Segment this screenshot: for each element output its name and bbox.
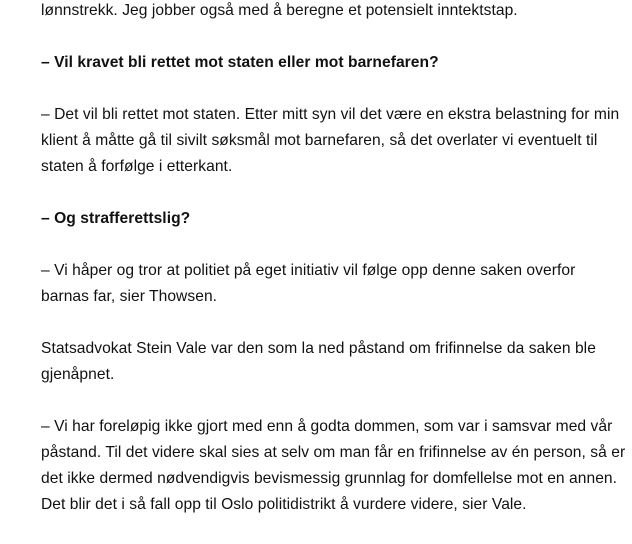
article-paragraph: [41, 102, 621, 180]
text-line: klient å måtte gå til sivilt søksmål mot barnefaren, så det overlater vi eventuelt til: [41, 132, 598, 149]
text-line: – Det vil bli rettet mot staten. Etter mitt syn vil det være en ekstra belastning for min: [41, 106, 620, 123]
interview-question: [41, 50, 621, 76]
article-paragraph: [41, 414, 626, 518]
article-paragraph: [41, 336, 621, 388]
text-line: – Og strafferettslig?: [41, 210, 191, 227]
interview-question: [41, 206, 621, 232]
text-line: Statsadvokat Stein Vale var den som la ned påstand om frifinnelse da saken ble: [41, 340, 596, 357]
text-line: lønnstrekk. Jeg jobber også med å beregne et potensielt inntektstap.: [41, 2, 518, 19]
text-line: Det blir det i så fall opp til Oslo politidistrikt å vurdere videre, sier Vale.: [41, 496, 527, 513]
article-paragraph: [41, 0, 621, 24]
text-line: det ikke dermed nødvendigvis bevismessig grunnlag for domfellelse mot en annen.: [41, 470, 618, 487]
text-line: – Vi har foreløpig ikke gjort med enn å godta dommen, som var i samsvar med vår: [41, 418, 613, 435]
article-paragraph: [41, 258, 621, 310]
text-line: – Vi håper og tror at politiet på eget initiativ vil følge opp denne saken overfor: [41, 262, 576, 279]
text-line: staten å forfølge i etterkant.: [41, 158, 233, 175]
text-line: påstand. Til det videre skal sies at selv om man får en frifinnelse av én person, så er: [41, 444, 626, 461]
text-line: barnas far, sier Thowsen.: [41, 288, 218, 305]
article-body: [41, 0, 626, 544]
text-line: gjenåpnet.: [41, 366, 115, 383]
text-line: – Vil kravet bli rettet mot staten eller mot barnefaren?: [41, 54, 439, 71]
